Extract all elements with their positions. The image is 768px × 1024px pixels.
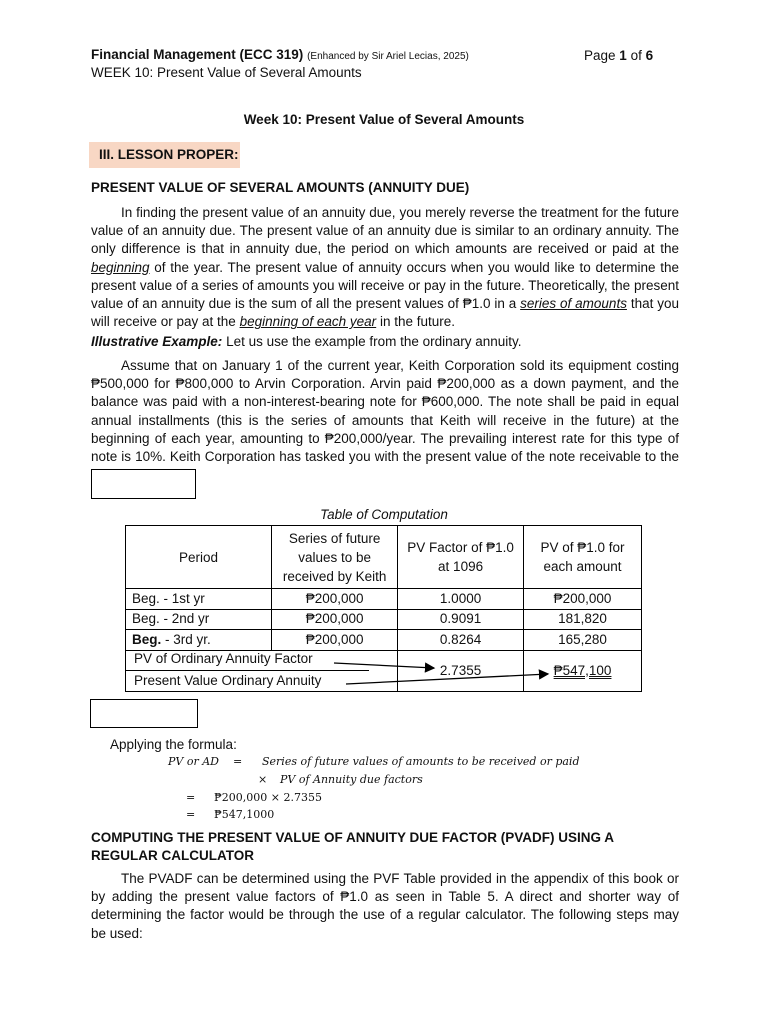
emphasis-each-year: beginning of each year — [239, 314, 377, 330]
example-label: Illustrative Example: — [91, 334, 223, 349]
formula-eq-2: = — [186, 791, 196, 804]
header-pv: PV of ₱1.0 for each amount — [524, 526, 642, 589]
cell-series: ₱200,000 — [272, 609, 398, 630]
example-text: Let us use the example from the ordinary annuity. — [222, 334, 522, 349]
summary-label-pv: Present Value Ordinary Annuity — [134, 673, 322, 688]
cell-period: Beg. - 1st yr — [126, 589, 272, 610]
cell-pv: ₱200,000 — [524, 589, 642, 610]
cell-pv: 165,280 — [524, 630, 642, 651]
header-factor: PV Factor of ₱1.0 at 1096 — [398, 526, 524, 589]
table-caption: Table of Computation — [320, 507, 448, 522]
intro-text-3: that you will receive or pay at the — [91, 296, 679, 330]
week-subtitle: WEEK 10: Present Value of Several Amounts — [91, 65, 362, 80]
header-period: Period — [126, 526, 272, 589]
formula-intro: Applying the formula: — [110, 737, 237, 752]
cell-period: Beg. - 2nd yr — [126, 609, 272, 630]
enhanced-by: (Enhanced by Sir Ariel Lecias, 2025) — [307, 51, 469, 62]
formula-line3: ₱200,000 × 2.7355 — [214, 791, 322, 804]
pvadf-paragraph — [91, 870, 679, 943]
cell-period-rest: - 3rd yr. — [161, 631, 211, 647]
page-label: Page — [584, 48, 616, 63]
summary-label-factor: PV of Ordinary Annuity Factor — [134, 651, 313, 666]
formula-line2: PV of Annuity due factors — [280, 773, 423, 786]
formula-line4: ₱547,1000 — [214, 808, 275, 821]
page-current: 1 — [619, 48, 627, 63]
course-name: Financial Management (ECC 319) — [91, 47, 304, 62]
summary-pv: ₱547,100 — [524, 650, 642, 691]
summary-factor: 2.7355 — [398, 650, 524, 691]
formula-times: × — [258, 773, 268, 786]
cell-factor: 0.8264 — [398, 630, 524, 651]
example-body: Assume that on January 1 of the current year, Keith Corporation sold its equipment costing ₱500,000 for ₱800,000 to Arvin Corporation. Arvin paid ₱200,000 as a down payment, and the balance was paid with a non-interest-bearing note for ₱600,000. The note shall be paid in equal annual installments (this is the series of amounts that Keith will receive in the future) at the beginning of each year, amounting to ₱200,000/year. The prevailing interest rate for this type of note is 10%. Keith Corporation has tasked you with the present value of the note receivable to the — [91, 358, 679, 465]
emphasis-beginning: beginning — [91, 259, 150, 275]
blank-box-bottom — [90, 699, 198, 728]
formula-lhs: PV or AD — [168, 755, 219, 768]
section-heading-annuity-due: PRESENT VALUE OF SEVERAL AMOUNTS (ANNUITY DUE) — [91, 180, 470, 195]
formula-eq-3: = — [186, 808, 196, 821]
cell-series: ₱200,000 — [272, 630, 398, 651]
document-title: Week 10: Present Value of Several Amounts — [243, 112, 525, 127]
pvadf-body: The PVADF can be determined using the PVF Table provided in the appendix of this book or by adding the present value factors of ₱1.0 as seen in Table 5. A direct and shorter way of determining the factor would be through the use of a regular calculator. The following steps may be used: — [91, 871, 679, 941]
page-of: of — [630, 48, 642, 63]
cell-series: ₱200,000 — [272, 589, 398, 610]
arrow-pv — [346, 674, 548, 684]
cell-period-bold: Beg. — [132, 631, 162, 647]
cell-factor: 1.0000 — [398, 589, 524, 610]
cell-factor: 0.9091 — [398, 609, 524, 630]
section-heading-pvadf: COMPUTING THE PRESENT VALUE OF ANNUITY DUE FACTOR (PVADF) USING A REGULAR CALCULATOR — [91, 830, 614, 863]
lesson-proper-label: III. LESSON PROPER: — [89, 142, 240, 168]
formula-line1: Series of future values of amounts to be received or paid — [262, 755, 580, 768]
header-series: Series of future values to be received by Keith — [272, 526, 398, 589]
cell-pv: 181,820 — [524, 609, 642, 630]
intro-text-2: of the year. The present value of annuity occurs when you would like to determine the present value of a series of amounts you will receive or pay in the future. Theoretically, the present value of an annuity due is the sum of all the present values of ₱1.0 in a — [91, 259, 679, 312]
formula-eq-1: = — [233, 755, 243, 768]
emphasis-series: series of amounts — [520, 296, 627, 312]
intro-text-1: In finding the present value of an annuity due, you merely reverse the treatment for the future value of an annuity due. The present value of an annuity due is similar to an ordinary annuity. The only difference is that in annuity due, the period on which amounts are received or paid at the — [91, 205, 679, 257]
page-total: 6 — [645, 48, 654, 63]
arrow-factor — [334, 663, 434, 668]
intro-text-4: in the future. — [376, 314, 455, 330]
